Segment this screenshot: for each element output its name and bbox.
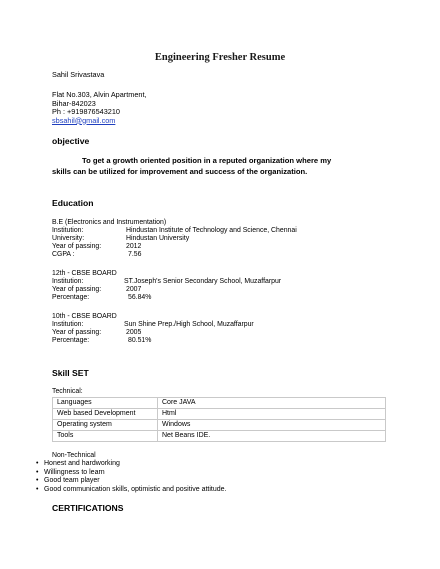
row-value: Sun Shine Prep./High School, Muzaffarpur	[124, 321, 254, 328]
row-value: Hindustan University	[126, 235, 190, 242]
skills-table	[52, 397, 386, 442]
be-degree: B.E (Electronics and Instrumentation)	[52, 219, 167, 226]
list-item	[36, 486, 226, 495]
bullet-icon: •	[36, 477, 39, 484]
technical-label: Technical:	[52, 388, 83, 395]
contact-email-link[interactable]: sbsahil@gmail.com	[52, 115, 116, 125]
objective-text	[52, 156, 382, 177]
certifications-heading: CERTIFICATIONS	[52, 503, 124, 513]
row-value: 56.84%	[128, 294, 152, 301]
bullet-text: Good team player	[44, 477, 100, 484]
row-value: Hindustan Institute of Technology and Science, Chennai	[126, 227, 297, 234]
list-item	[36, 477, 100, 486]
bullet-text: Good communication skills, optimistic and positive attitude.	[44, 485, 227, 493]
bullet-text: Honest and hardworking	[44, 460, 120, 467]
row-label: CGPA :	[52, 251, 75, 258]
objective-line-1: To get a growth oriented position in a reputed organization where my	[82, 156, 332, 165]
skill-category: Web based Development	[53, 409, 158, 420]
twelfth-degree: 12th - CBSE BOARD	[52, 270, 117, 277]
skills-heading: Skill SET	[52, 368, 89, 378]
row-value: 7.56	[128, 251, 142, 258]
education-heading: Education	[52, 198, 94, 208]
skill-value: Net Beans IDE.	[158, 431, 386, 442]
bullet-text: Willingness to learn	[44, 468, 105, 476]
row-label: Percentage:	[52, 337, 90, 344]
row-label: Year of passing:	[52, 286, 102, 293]
bullet-icon: •	[36, 468, 39, 476]
skill-value: Windows	[158, 420, 386, 431]
contact-address-line-1: Flat No.303, Alvin Apartment,	[52, 90, 147, 99]
table-row	[53, 409, 386, 420]
tenth-degree: 10th - CBSE BOARD	[52, 313, 117, 320]
row-value: ST.Joseph's Senior Secondary School, Muzaffarpur	[124, 278, 282, 285]
list-item	[36, 460, 120, 469]
row-value: 2007	[126, 286, 142, 293]
contact-name: Sahil Srivastava	[52, 70, 105, 79]
table-row	[53, 431, 386, 442]
row-value: 2005	[126, 329, 142, 336]
row-label: Year of passing:	[52, 243, 102, 250]
resume-title: Engineering Fresher Resume	[154, 52, 286, 63]
row-label: Institution:	[52, 278, 84, 285]
row-label: Year of passing:	[52, 329, 102, 336]
row-value: 80.51%	[128, 337, 152, 344]
list-item	[36, 469, 105, 478]
row-label: University:	[52, 235, 85, 242]
table-row	[53, 420, 386, 431]
skill-category: Tools	[53, 431, 158, 442]
bullet-icon: •	[36, 460, 39, 467]
skill-category: Operating system	[53, 420, 158, 431]
objective-heading: objective	[52, 136, 90, 146]
row-value: 2012	[126, 243, 142, 250]
contact-address-line-2: Bihar-842023	[52, 98, 96, 108]
skill-category: Languages	[53, 398, 158, 409]
table-row	[53, 398, 386, 409]
row-label: Percentage:	[52, 294, 90, 301]
bullet-icon: •	[36, 485, 39, 493]
row-label: Institution:	[52, 227, 84, 234]
row-label: Institution:	[52, 321, 84, 328]
skill-value: Html	[158, 409, 386, 420]
skill-value: Core JAVA	[158, 398, 386, 409]
contact-phone: Ph : +919876543210	[52, 107, 120, 116]
objective-line-2: skills can be utilized for improvement and success of the organization.	[52, 166, 308, 176]
nontechnical-label: Non-Technical	[52, 452, 96, 459]
